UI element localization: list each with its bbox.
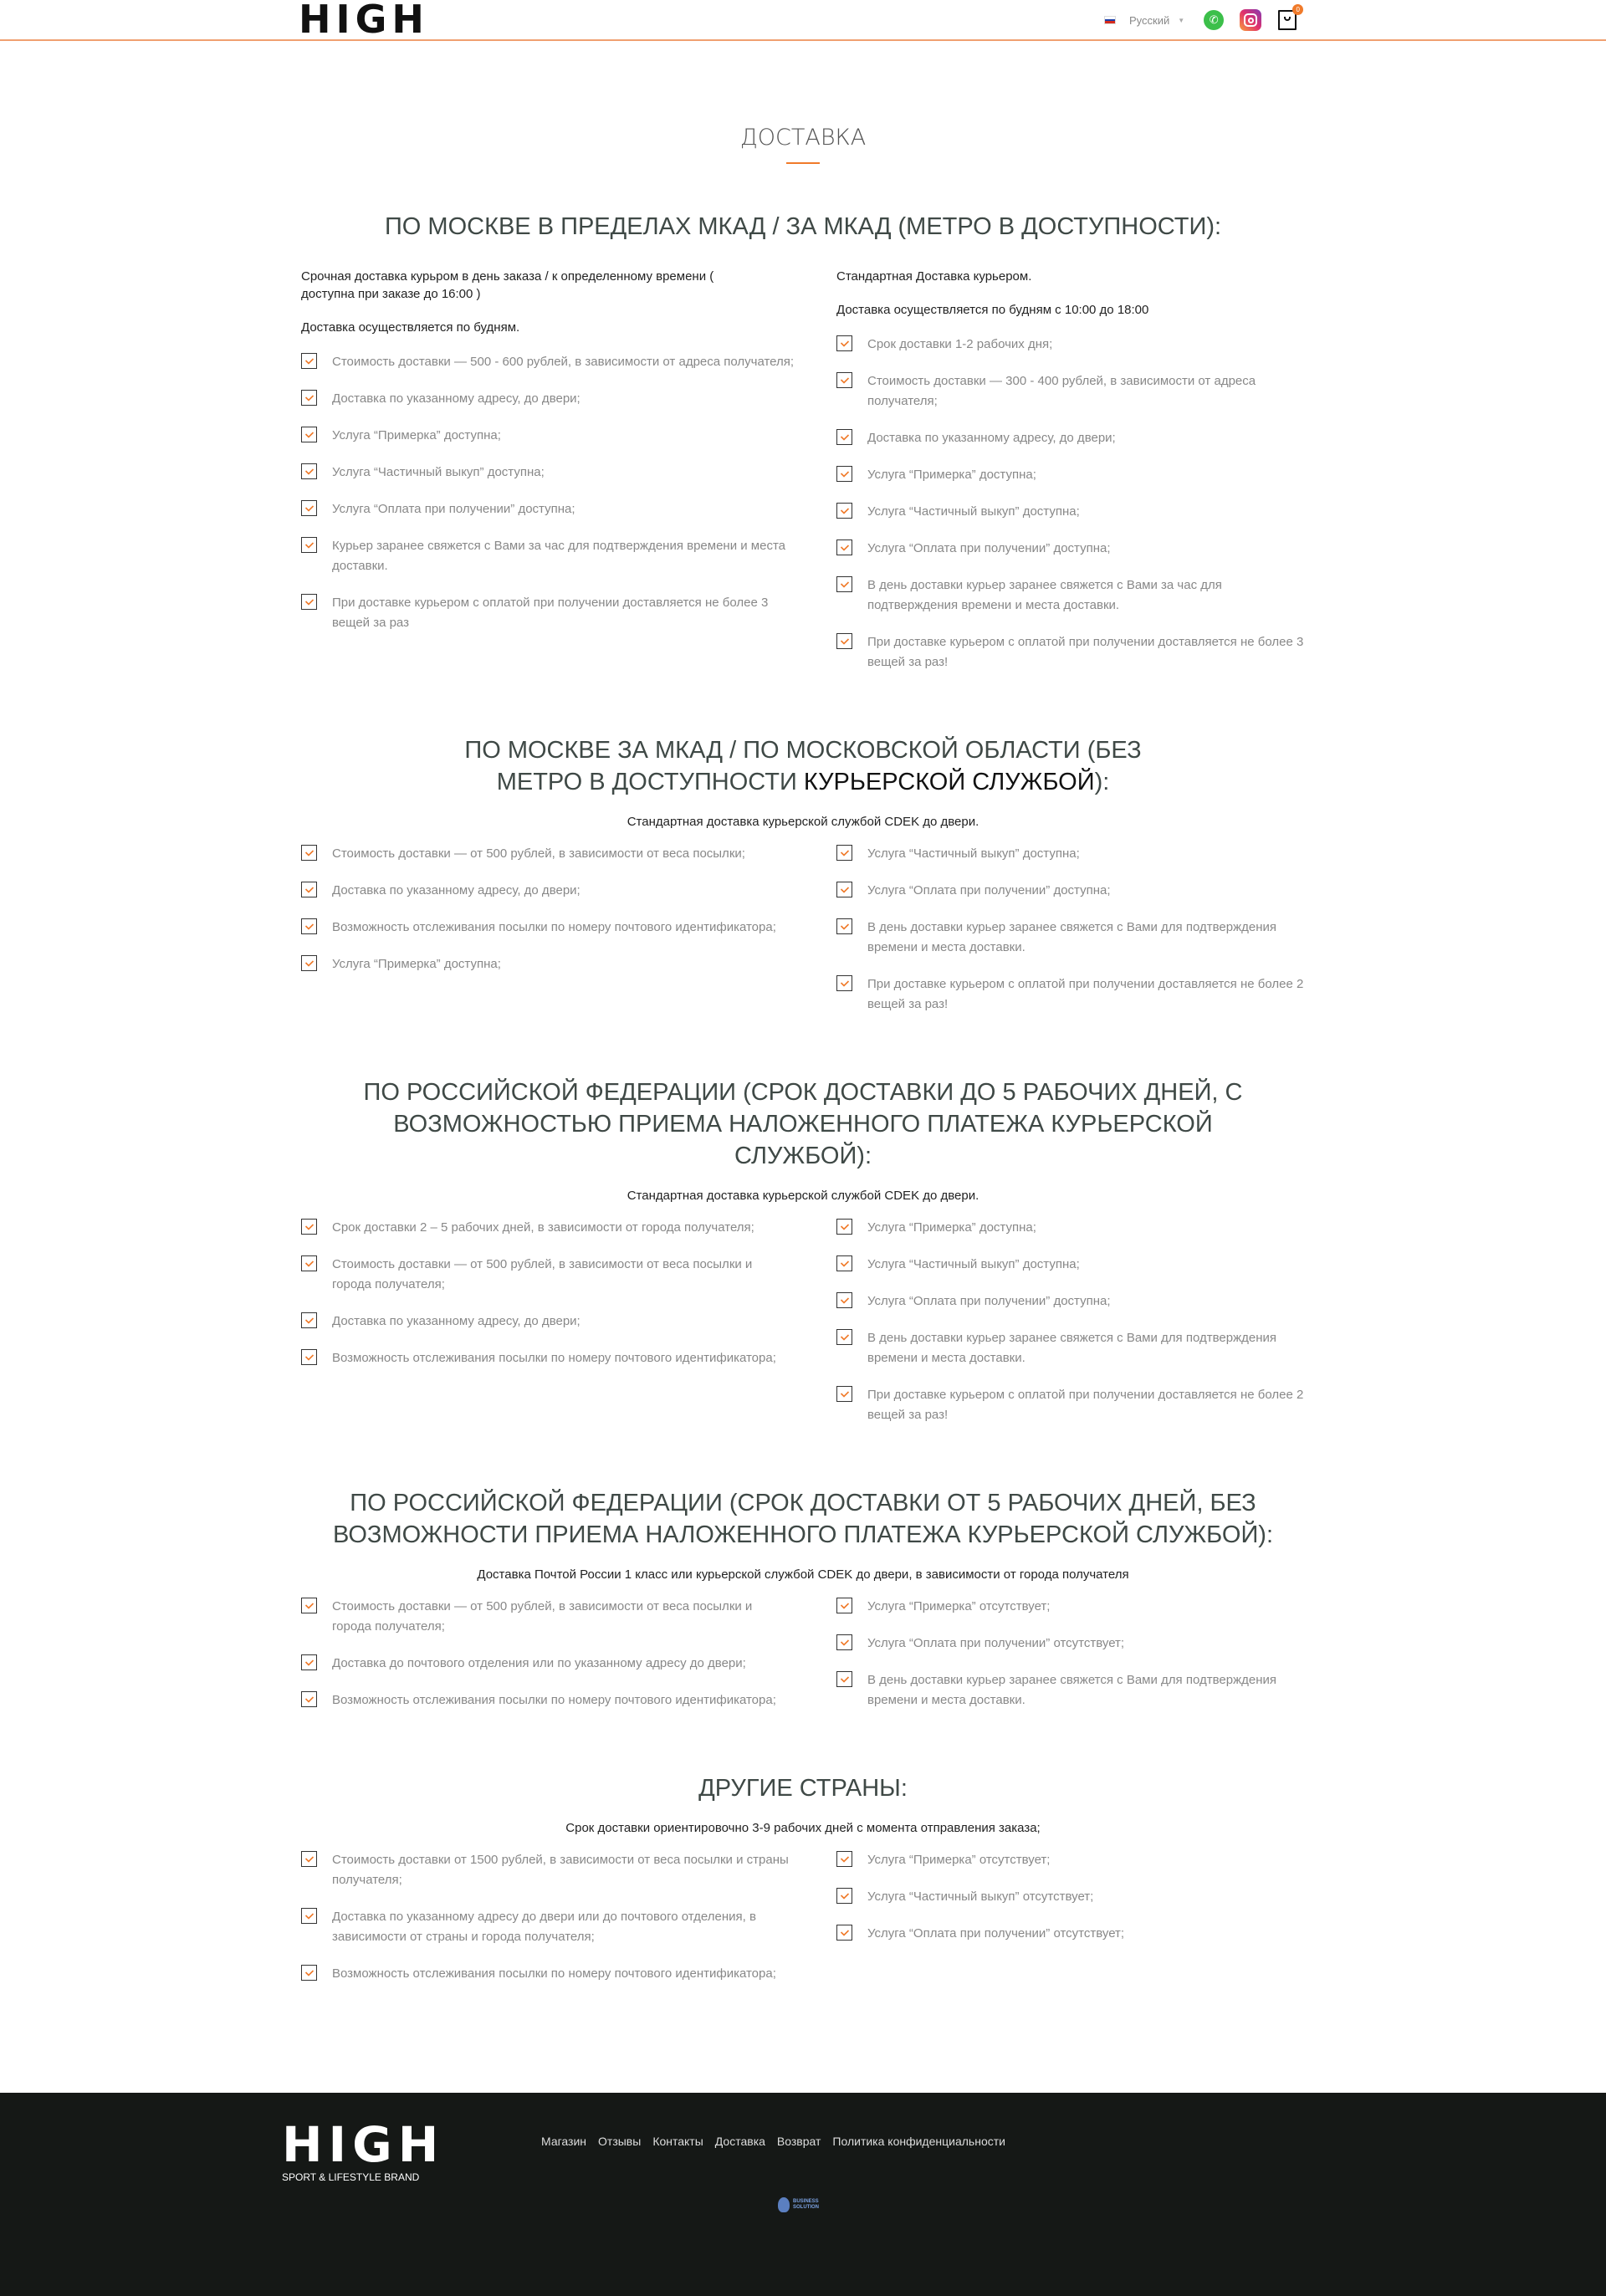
list-item: [301, 1690, 795, 1710]
checkmark-icon: [301, 1908, 317, 1924]
footer-link-delivery[interactable]: Доставка: [714, 2135, 765, 2148]
checklist: [836, 1850, 1305, 1944]
checkmark-icon: [836, 918, 852, 934]
list-item-text: Доставка по указанному адресу, до двери;: [332, 1314, 581, 1328]
checklist: [836, 1218, 1305, 1425]
list-item-text: При доставке курьером с оплатой при получении доставляется не более 2 вещей за раз!: [867, 1388, 1304, 1422]
list-item-text: При доставке курьером с оплатой при получении доставляется не более 3 вещей за раз!: [867, 635, 1304, 669]
list-item-text: Услуга “Примерка” доступна;: [867, 1220, 1036, 1235]
checklist: [301, 1850, 795, 1984]
section-subtitle: Срок доставки ориентировочно 3-9 рабочих дней с момента отправления заказа;: [565, 1821, 1041, 1835]
checklist: [301, 1218, 795, 1368]
list-item-text: Услуга “Оплата при получении” отсутствует;: [867, 1926, 1125, 1941]
checkmark-icon: [301, 463, 317, 479]
footer-tagline: SPORT & LIFESTYLE BRAND: [282, 2171, 420, 2183]
checkmark-icon: [836, 882, 852, 897]
site-header: [0, 0, 1606, 41]
language-label: Русский: [1129, 13, 1170, 27]
list-item-text: Услуга “Оплата при получении” доступна;: [867, 1294, 1111, 1308]
list-item: [301, 881, 795, 901]
footer-link-returns[interactable]: Возврат: [776, 2135, 821, 2148]
column-intro: Доставка осуществляется по будням с 10:00 до 18:00: [836, 303, 1149, 317]
list-item: [301, 1964, 795, 1984]
list-item-text: Услуга “Примерка” доступна;: [332, 428, 501, 442]
list-item-text: Возможность отслеживания посылки по номеру почтового идентификатора;: [332, 1966, 776, 1981]
list-item-text: В день доставки курьер заранее свяжется с Вами для подтверждения времени и места доставки.: [867, 920, 1276, 954]
list-item: [301, 1850, 795, 1890]
list-item-text: Услуга “Примерка” отсутствует;: [867, 1599, 1051, 1613]
checklist: [301, 844, 795, 974]
checkmark-icon: [836, 1888, 852, 1904]
checklist: [301, 1597, 795, 1710]
list-item: [836, 881, 1305, 901]
list-item-text: Услуга “Частичный выкуп” доступна;: [867, 504, 1080, 519]
list-item: [301, 1312, 795, 1332]
checklist: [301, 352, 795, 633]
checkmark-icon: [301, 955, 317, 971]
column-right: [836, 844, 1305, 1031]
column-left: [301, 844, 795, 1031]
list-item-text: Возможность отслеживания посылки по номеру почтового идентификатора;: [332, 1693, 776, 1707]
column-express: [301, 268, 795, 689]
checkmark-icon: [301, 537, 317, 553]
list-item: [836, 974, 1305, 1015]
list-item-text: Доставка по указанному адресу до двери или до почтового отделения, в зависимости от страны и города получателя;: [332, 1910, 756, 1944]
list-item: [836, 918, 1305, 958]
list-item: [836, 371, 1305, 412]
section-title: ПО РОССИЙСКОЙ ФЕДЕРАЦИИ (СРОК ДОСТАВКИ ДО 5 РАБОЧИХ ДНЕЙ, С ВОЗМОЖНОСТЬЮ ПРИЕМА НАЛОЖЕННОГО ПЛАТЕЖА КУРЬЕРСКОЙ СЛУЖБОЙ):: [363, 1079, 1243, 1169]
list-item-text: Услуга “Оплата при получении” доступна;: [867, 883, 1111, 897]
header-actions: [1104, 8, 1298, 32]
list-item: [836, 1634, 1305, 1654]
list-item-text: В день доставки курьер заранее свяжется с Вами для подтверждения времени и места доставки.: [867, 1331, 1276, 1365]
list-item-text: Доставка по указанному адресу, до двери;: [332, 391, 581, 406]
list-item-text: Срок доставки 1-2 рабочих дня;: [867, 337, 1053, 351]
list-item: [836, 844, 1305, 864]
chevron-down-icon: ▼: [1178, 16, 1185, 24]
list-item-text: Стоимость доставки от 1500 рублей, в зависимости от веса посылки и страны получателя;: [332, 1853, 789, 1887]
checkmark-icon: [301, 500, 317, 516]
column-left: [301, 1597, 795, 1727]
list-item: [836, 1670, 1305, 1710]
list-item: [836, 575, 1305, 616]
section-moscow-mkad: [293, 211, 1313, 689]
list-item: [836, 428, 1305, 448]
column-intro: Срочная доставка курьром в день заказа / к определенному времени ( доступна при заказе до 16:00 ): [301, 269, 714, 301]
list-item-text: Стоимость доставки — от 500 рублей, в зависимости от веса посылки и города получателя;: [332, 1257, 753, 1291]
checkmark-icon: [301, 1312, 317, 1328]
footer-logo[interactable]: HIGH SPORT & LIFESTYLE BRAND: [282, 2116, 445, 2183]
list-item: [301, 463, 795, 483]
list-item-text: При доставке курьером с оплатой при получении доставляется не более 2 вещей за раз!: [867, 977, 1304, 1011]
russia-flag-icon: [1104, 16, 1116, 24]
checkmark-icon: [836, 633, 852, 649]
list-item-text: При доставке курьером с оплатой при получении доставляется не более 3 вещей за раз: [332, 596, 769, 630]
checkmark-icon: [301, 845, 317, 861]
section-title: ПО МОСКВЕ В ПРЕДЕЛАХ МКАД / ЗА МКАД (МЕТРО В ДОСТУПНОСТИ):: [384, 213, 1222, 240]
checkmark-icon: [301, 1691, 317, 1707]
checkmark-icon: [836, 1634, 852, 1650]
checkmark-icon: [301, 1851, 317, 1867]
checkmark-icon: [301, 1255, 317, 1271]
checkmark-icon: [836, 1925, 852, 1941]
list-item: [301, 844, 795, 864]
footer-link-contacts[interactable]: Контакты: [652, 2135, 703, 2148]
checkmark-icon: [836, 539, 852, 555]
checklist: [836, 1597, 1305, 1710]
list-item-text: Стоимость доставки — от 500 рублей, в зависимости от веса посылки и города получателя;: [332, 1599, 753, 1634]
list-item: [836, 1255, 1305, 1275]
whatsapp-button[interactable]: [1203, 9, 1225, 31]
checkmark-icon: [836, 845, 852, 861]
language-selector[interactable]: [1104, 14, 1184, 27]
section-russia-cod: [293, 1076, 1313, 1442]
list-item: [836, 1291, 1305, 1312]
instagram-button[interactable]: [1240, 9, 1261, 31]
checkmark-icon: [836, 975, 852, 991]
delivery-page: [293, 41, 1313, 2093]
checkmark-icon: [836, 429, 852, 445]
list-item-text: Курьер заранее свяжется с Вами за час для подтверждения времени и места доставки.: [332, 539, 785, 573]
checkmark-icon: [301, 1349, 317, 1365]
list-item: [301, 352, 795, 372]
whatsapp-icon: ✆: [1204, 10, 1224, 30]
list-item: [836, 1328, 1305, 1368]
section-subtitle: Доставка Почтой России 1 класс или курьерской службой CDEK до двери, в зависимости от города получателя: [477, 1567, 1129, 1582]
list-item: [301, 593, 795, 633]
checkmark-icon: [836, 1598, 852, 1613]
list-item: [836, 632, 1305, 672]
list-item-text: Доставка до почтового отделения или по указанному адресу до двери;: [332, 1656, 746, 1670]
column-standard: [836, 268, 1305, 689]
list-item-text: Услуга “Частичный выкуп” отсутствует;: [867, 1889, 1094, 1904]
list-item-text: В день доставки курьер заранее свяжется с Вами для подтверждения времени и места доставки.: [867, 1673, 1276, 1707]
checkmark-icon: [301, 427, 317, 442]
list-item: [836, 502, 1305, 522]
list-item-text: Возможность отслеживания посылки по номеру почтового идентификатора;: [332, 1351, 776, 1365]
checkmark-icon: [301, 1598, 317, 1613]
column-right: [836, 1850, 1305, 2001]
list-item: [301, 918, 795, 938]
section-title: ПО МОСКВЕ ЗА МКАД / ПО МОСКОВСКОЙ ОБЛАСТИ (БЕЗ МЕТРО В ДОСТУПНОСТИ КУРЬЕРСКОЙ СЛУЖБОЙ):: [464, 737, 1142, 795]
checklist: [836, 844, 1305, 1015]
checkmark-icon: [836, 1329, 852, 1345]
business-solution-badge[interactable]: BUSINESS SOLUTION: [778, 2197, 819, 2212]
list-item-text: Услуга “Частичный выкуп” доступна;: [332, 465, 545, 479]
list-item-text: Услуга “Оплата при получении” отсутствует;: [867, 1636, 1125, 1650]
checkmark-icon: [836, 576, 852, 592]
footer-link-reviews[interactable]: Отзывы: [598, 2135, 642, 2148]
checkmark-icon: [301, 882, 317, 897]
column-left: [301, 1218, 795, 1442]
list-item-text: Услуга “Примерка” отсутствует;: [867, 1853, 1051, 1867]
checkmark-icon: [836, 1219, 852, 1235]
checkmark-icon: [301, 1965, 317, 1981]
title-underline: [786, 162, 820, 164]
list-item: [836, 335, 1305, 355]
list-item: [301, 389, 795, 409]
footer-link-shop[interactable]: Магазин: [541, 2135, 587, 2148]
list-item-text: В день доставки курьер заранее свяжется с Вами за час для подтверждения времени и места доставки.: [867, 578, 1222, 612]
list-item: [836, 1850, 1305, 1870]
list-item-text: Срок доставки 2 – 5 рабочих дней, в зависимости от города получателя;: [332, 1220, 754, 1235]
checkmark-icon: [301, 390, 317, 406]
checklist: [836, 335, 1305, 672]
list-item-text: Услуга “Частичный выкуп” доступна;: [867, 846, 1080, 861]
list-item: [836, 1887, 1305, 1907]
checkmark-icon: [836, 1292, 852, 1308]
checkmark-icon: [301, 1654, 317, 1670]
list-item-text: Стоимость доставки — 500 - 600 рублей, в зависимости от адреса получателя;: [332, 355, 795, 369]
list-item-text: Доставка по указанному адресу, до двери;: [332, 883, 581, 897]
footer-nav: [541, 2135, 1005, 2148]
list-item: [836, 1924, 1305, 1944]
column-intro: Доставка осуществляется по будням.: [301, 320, 520, 335]
list-item: [301, 536, 795, 576]
section-subtitle: Стандартная доставка курьерской службой CDEK до двери.: [627, 1189, 979, 1203]
checkmark-icon: [301, 594, 317, 610]
section-title: ДРУГИЕ СТРАНЫ:: [698, 1775, 908, 1802]
list-item-text: Услуга “Оплата при получении” доступна;: [332, 502, 575, 516]
list-item: [836, 465, 1305, 485]
section-title: ПО РОССИЙСКОЙ ФЕДЕРАЦИИ (СРОК ДОСТАВКИ ОТ 5 РАБОЧИХ ДНЕЙ, БЕЗ ВОЗМОЖНОСТИ ПРИЕМА НАЛОЖЕННОГО ПЛАТЕЖА КУРЬЕРСКОЙ СЛУЖБОЙ):: [332, 1490, 1274, 1548]
checkmark-icon: [836, 1386, 852, 1402]
checkmark-icon: [836, 1851, 852, 1867]
list-item-text: Стоимость доставки — от 500 рублей, в зависимости от веса посылки;: [332, 846, 745, 861]
checkmark-icon: [836, 372, 852, 388]
list-item: [836, 1218, 1305, 1238]
footer-link-privacy[interactable]: Политика конфиденциальности: [832, 2135, 1005, 2148]
checkmark-icon: [836, 1671, 852, 1687]
list-item-text: Услуга “Примерка” доступна;: [867, 468, 1036, 482]
list-item-text: Стоимость доставки — 300 - 400 рублей, в зависимости от адреса получателя;: [867, 374, 1256, 408]
list-item: [301, 1348, 795, 1368]
instagram-icon: [1240, 9, 1261, 31]
checkmark-icon: [836, 335, 852, 351]
page-title: ДОСТАВКА: [739, 125, 867, 151]
list-item-text: Услуга “Частичный выкуп” доступна;: [867, 1257, 1080, 1271]
checkmark-icon: [301, 918, 317, 934]
list-item: [301, 1255, 795, 1295]
list-item: [301, 499, 795, 519]
checkmark-icon: [836, 503, 852, 519]
column-right: [836, 1597, 1305, 1727]
checkmark-icon: [301, 353, 317, 369]
checkmark-icon: [301, 1219, 317, 1235]
list-item-text: Доставка по указанному адресу, до двери;: [867, 431, 1116, 445]
list-item-text: Возможность отслеживания посылки по номеру почтового идентификатора;: [332, 920, 776, 934]
list-item-text: Услуга “Примерка” доступна;: [332, 957, 501, 971]
checkmark-icon: [836, 1255, 852, 1271]
list-item: [301, 1654, 795, 1674]
cart-button[interactable]: [1276, 6, 1300, 31]
list-item: [301, 426, 795, 446]
checkmark-icon: [836, 466, 852, 482]
section-other-countries: [293, 1772, 1313, 2001]
list-item: [301, 954, 795, 974]
logo[interactable]: HIGH: [299, 0, 429, 42]
section-subtitle: Стандартная доставка курьерской службой CDEK до двери.: [627, 815, 979, 829]
section-russia-no-cod: [293, 1487, 1313, 1727]
list-item: [836, 1597, 1305, 1617]
list-item: [301, 1907, 795, 1947]
list-item-text: Услуга “Оплата при получении” доступна;: [867, 541, 1111, 555]
column-right: [836, 1218, 1305, 1442]
column-intro: Стандартная Доставка курьером.: [836, 269, 1032, 284]
list-item: [301, 1597, 795, 1637]
column-left: [301, 1850, 795, 2001]
list-item: [836, 1385, 1305, 1425]
list-item: [301, 1218, 795, 1238]
list-item: [836, 539, 1305, 559]
cart-count-badge: 0: [1292, 4, 1303, 15]
site-footer: [0, 2093, 1606, 2296]
lightbulb-icon: [778, 2197, 790, 2212]
section-moscow-region: [293, 734, 1313, 1031]
